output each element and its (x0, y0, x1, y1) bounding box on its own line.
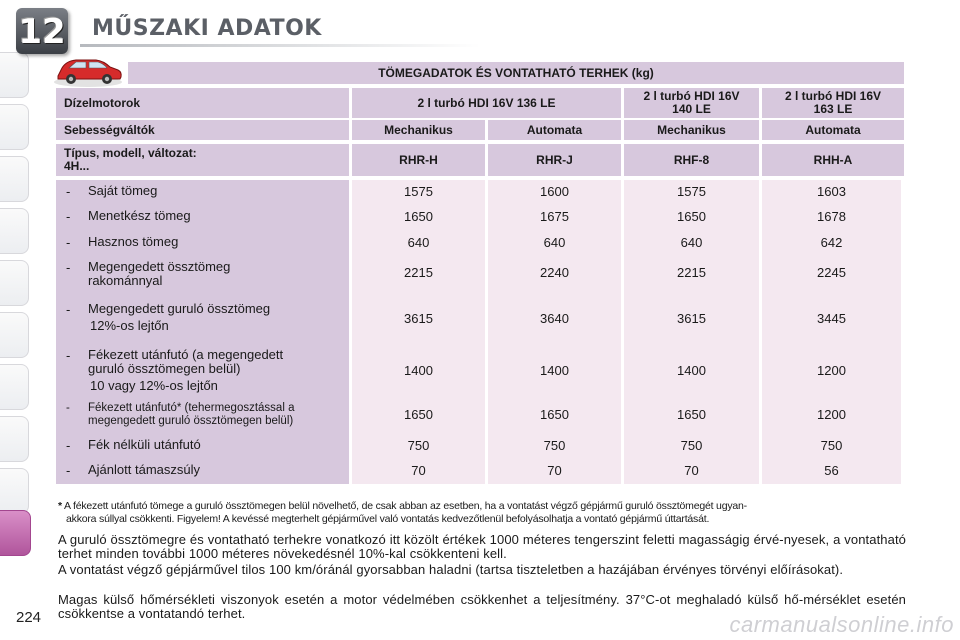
chapter-tab[interactable] (0, 312, 29, 358)
values-column-1 (352, 180, 488, 484)
table-cell: 640 (407, 235, 430, 250)
gearbox-1: Mechanikus (352, 120, 488, 140)
table-cell: 1650 (404, 209, 433, 224)
gearbox-3: Mechanikus (624, 120, 762, 140)
engine-b-line2: 140 LE (672, 102, 711, 116)
paragraph-temperature: Magas külső hőmérsékleti viszonyok esetén a motor védelmében csökkenhet a teljesítmény. 37°C-ot meghaladó külső hő-mérséklet esetén csökkentse a vontatandó terhet. (58, 592, 906, 621)
footnote-line-2: akkora súllyal csökkenti. Figyelem! A kevéssé megterhelt gépjárművel való vontatás kedvezőtlenül befolyásolhatja a vontató gépjármű úttartását. (66, 513, 710, 525)
footnote-star: * (58, 500, 62, 512)
watermark: carmanualsonline.info (729, 612, 954, 637)
table-cell: 1400 (677, 363, 706, 378)
type-label-line2: 4H... (64, 159, 90, 173)
chapter-tab[interactable] (0, 104, 29, 150)
footnote (58, 500, 906, 526)
engine-row (56, 88, 904, 118)
engine-a: 2 l turbó HDI 16V 136 LE (352, 88, 624, 118)
table-cell: 1678 (817, 209, 846, 224)
table-cell: 3615 (677, 311, 706, 326)
table-cell: 1200 (817, 407, 846, 422)
table-cell: 1575 (404, 184, 433, 199)
table-cell: 3640 (540, 311, 569, 326)
chapter-number-badge (16, 8, 68, 54)
table-cell: 1650 (677, 209, 706, 224)
table-cell: 1603 (817, 184, 846, 199)
type-1: RHR-H (352, 144, 488, 176)
paragraph-altitude: A guruló össztömegre és vontatható terhekre vonatkozó itt közölt értékek 1000 méteres tengerszint feletti magasságig érvé-nyesek, a vontatható terhet minden további 1000 méteres növekedésnél 10%-kal csökkenteni kell. (58, 532, 906, 561)
table-cell: 70 (684, 463, 699, 478)
chapter-tab[interactable] (0, 208, 29, 254)
table-cell: 750 (820, 438, 843, 453)
table-cell: 642 (820, 235, 843, 250)
table-cell: 2245 (817, 265, 846, 280)
table-cell: 1400 (540, 363, 569, 378)
car-icon (52, 52, 124, 88)
table-cell: 750 (543, 438, 566, 453)
paragraph-speed: A vontatást végző gépjárművel tilos 100 km/óránál gyorsabban haladni (tartsa tiszteletben a hazájában érvényes törvényi előírásokat). (58, 562, 844, 577)
table-cell: 1650 (677, 407, 706, 422)
engine-row-label: Dízelmotorok (56, 88, 352, 118)
gearbox-2: Automata (488, 120, 624, 140)
chapter-number: 12 (18, 12, 66, 52)
engine-c-line2: 163 LE (813, 102, 853, 116)
page-number: 224 (16, 609, 42, 626)
title-rule (80, 44, 480, 47)
values-column-2 (488, 180, 624, 484)
chapter-tabs (0, 52, 34, 572)
table-cell: 70 (411, 463, 426, 478)
values-column-3 (624, 180, 762, 484)
chapter-tab[interactable] (0, 416, 29, 462)
row-labels-column: - Saját tömeg - Menetkész tömeg - Hasznos tömeg - Megengedett össztömeg rakománnyal - Megengedett guruló össztömeg 12%-os lejtőn - Fékezett utánfutó (a megengedett guruló össztömegen belül) 10 vagy 12%-os lejtőn - Fékezett utánfutó* (tehermegosztással a megengedett guruló össztömegen belül) - Fék nélküli utánfutó - Ajánlott támaszsúly (56, 180, 352, 484)
table-cell: 1650 (540, 407, 569, 422)
chapter-tab[interactable] (0, 260, 29, 306)
type-3: RHF-8 (624, 144, 762, 176)
chapter-tab[interactable] (0, 364, 29, 410)
table-cell: 56 (824, 463, 839, 478)
footnote-line-1: A fékezett utánfutó tömege a guruló össztömegen belül növelhető, de csak abban az esetben, ha a vontatást végző gépjármű guruló össztömegét ugyan- (64, 500, 747, 512)
table-cell: 1675 (540, 209, 569, 224)
type-label-line1: Típus, modell, változat: (64, 146, 197, 160)
gearbox-row (56, 120, 904, 140)
table-cell: 640 (680, 235, 703, 250)
chapter-tab[interactable] (0, 468, 29, 514)
gearbox-4: Automata (762, 120, 904, 140)
table-cell: 750 (680, 438, 703, 453)
table-cell: 2215 (677, 265, 706, 280)
type-row-label (56, 144, 352, 176)
table-caption: TÖMEGADATOK ÉS VONTATHATÓ TERHEK (kg) (128, 62, 904, 84)
table-cell: 1575 (677, 184, 706, 199)
engine-b-line1: 2 l turbó HDI 16V (643, 89, 740, 103)
table-cell: 1200 (817, 363, 846, 378)
engine-c (762, 88, 904, 118)
chapter-tab-active[interactable] (0, 510, 31, 556)
chapter-tab[interactable] (0, 52, 29, 98)
type-row (56, 144, 904, 176)
table-cell: 1400 (404, 363, 433, 378)
table-cell: 70 (547, 463, 562, 478)
type-4: RHH-A (762, 144, 904, 176)
table-cell: 3445 (817, 311, 846, 326)
table-cell: 2215 (404, 265, 433, 280)
table-cell: 3615 (404, 311, 433, 326)
engine-b (624, 88, 762, 118)
table-body (56, 180, 904, 484)
table-cell: 1650 (404, 407, 433, 422)
page-title: MŰSZAKI ADATOK (92, 16, 322, 41)
chapter-tab[interactable] (0, 156, 29, 202)
gearbox-row-label: Sebességváltók (56, 120, 352, 140)
table-cell: 2240 (540, 265, 569, 280)
values-column-4 (762, 180, 904, 484)
table-cell: 750 (407, 438, 430, 453)
engine-c-line1: 2 l turbó HDI 16V (784, 89, 882, 103)
table-cell: 640 (543, 235, 566, 250)
table-cell: 1600 (540, 184, 569, 199)
type-2: RHR-J (488, 144, 624, 176)
